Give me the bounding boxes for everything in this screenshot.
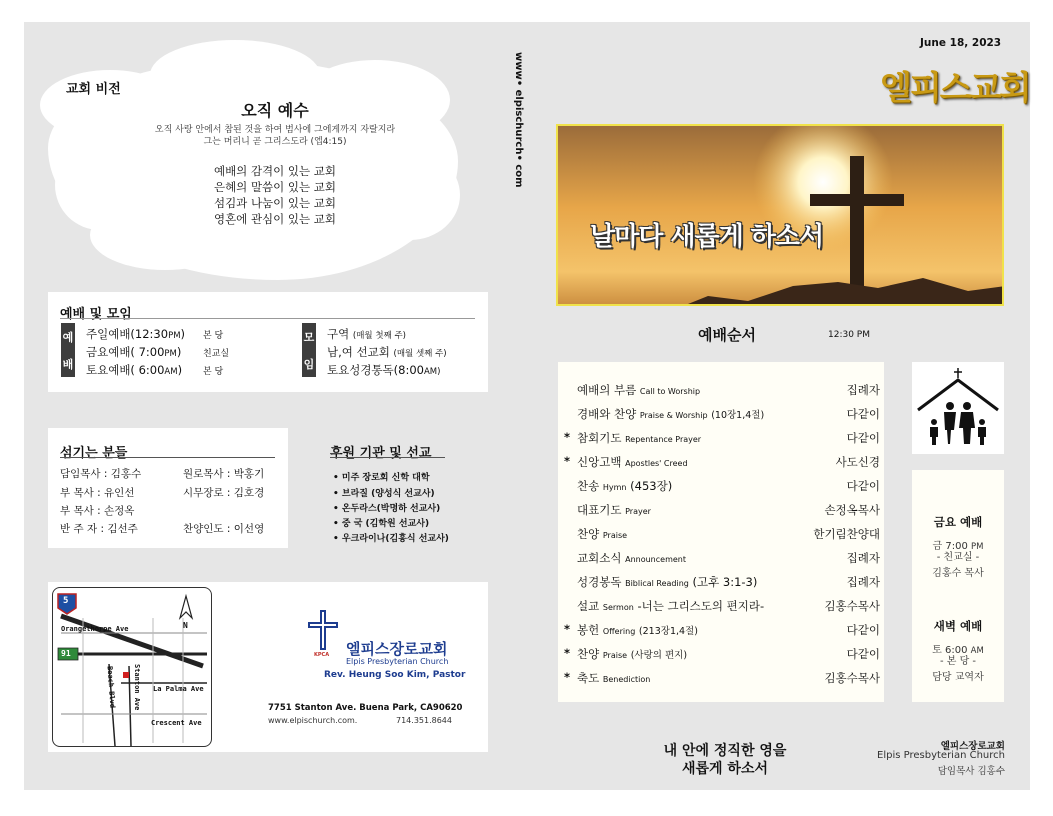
footer-church-en: Elpis Presbyterian Church	[877, 750, 1005, 761]
support-item: • 온두라스(박명하 선교사)	[333, 504, 441, 514]
worship-place: 본 당	[203, 367, 224, 377]
vision-title: 오직 예수	[241, 101, 309, 120]
vision-line: 예배의 감격이 있는 교회	[213, 164, 337, 178]
tag-char: 예	[62, 330, 74, 344]
worship-place: 친교실	[203, 349, 230, 359]
street-label: Crescent Ave	[151, 719, 202, 727]
church-name-en: Elpis Presbyterian Church	[346, 657, 449, 666]
location-map	[52, 587, 212, 747]
tag-char: 배	[62, 357, 74, 371]
worship-tag	[61, 323, 75, 377]
servant-entry: 부 목사 : 손정옥	[60, 505, 135, 517]
meeting-item: 토요성경통독(8:00AM)	[327, 363, 441, 377]
family-church-icon	[912, 362, 1004, 454]
website-vertical: www• elpischurch• com	[513, 52, 524, 188]
dawn-title: 새벽 예배	[933, 619, 983, 633]
footer-pastor: 담임목사 김홍수	[937, 766, 1005, 777]
hero-caption: 날마다 새롭게 하소서	[590, 222, 824, 252]
support-item: • 우크라이나(김흥식 선교사)	[333, 534, 449, 544]
servant-entry: 시무장로 : 김호경	[183, 487, 265, 499]
worship-place: 본 당	[203, 331, 224, 341]
street-label: Beach Blvd	[105, 665, 117, 709]
footer-church-ko: 엘피스장로교회	[940, 741, 1005, 752]
church-website: www.elpischurch.com.	[268, 716, 358, 725]
prayer-line: 새롭게 하소서	[681, 761, 769, 777]
meeting-item: 남,여 선교회 (매월 셋째 주)	[327, 345, 447, 359]
street-label: La Palma Ave	[153, 685, 204, 693]
bulletin-date: June 18, 2023	[920, 37, 1002, 49]
dawn-time: 토 6:00 AM	[932, 645, 984, 656]
servant-entry: 찬양인도 : 이선영	[183, 523, 265, 535]
friday-time: 금 7:00 PM	[932, 541, 984, 552]
servants-title: 섬기는 분들	[60, 446, 128, 461]
hero-image	[556, 124, 1004, 306]
north-label: N	[183, 621, 188, 630]
worship-item: 금요예배( 7:00PM)	[86, 345, 182, 359]
support-item: • 브라질 (양성식 선교사)	[333, 489, 435, 499]
vision-line: 은혜의 말씀이 있는 교회	[213, 180, 337, 194]
vision-verse: 오직 사랑 안에서 참된 것을 하여 범사에 그에게까지 자랄지라	[154, 125, 396, 135]
church-name-ko: 엘피스장로교회	[346, 640, 448, 658]
divider	[60, 318, 475, 319]
tag-char: 임	[303, 357, 315, 371]
house-family-icon	[912, 362, 1004, 454]
tag-char: 모	[303, 330, 315, 344]
worship-item: 토요예배( 6:00AM)	[86, 363, 183, 377]
servant-entry: 원로목사 : 박홍기	[183, 468, 265, 480]
support-item: • 미주 장로회 신학 대학	[333, 473, 430, 483]
dawn-place: - 본 당 -	[939, 656, 977, 667]
friday-leader: 김홍수 목사	[932, 568, 984, 579]
church-address: 7751 Stanton Ave. Buena Park, CA90620	[268, 703, 463, 713]
meeting-item: 구역 (매월 첫째 주)	[327, 327, 406, 341]
vision-verse: 그는 머리니 곧 그리스도라 (엡4:15)	[203, 137, 347, 147]
street-label: Orangethorpe Ave	[61, 625, 129, 633]
order-title: 예배순서	[698, 326, 756, 344]
dawn-leader: 담당 교역자	[932, 672, 984, 683]
pastor-name: Rev. Heung Soo Kim, Pastor	[324, 670, 466, 680]
worship-title: 예배 및 모임	[60, 307, 132, 322]
meeting-tag	[302, 323, 316, 377]
church-logo: 엘피스교회	[880, 68, 1030, 107]
worship-item: 주일예배(12:30PM)	[86, 327, 186, 341]
support-item: • 중 국 (김학원 선교사)	[333, 519, 430, 529]
friday-place: - 친교실 -	[936, 552, 980, 563]
street-label: Stanton Ave	[133, 664, 141, 711]
vision-tag: 교회 비전	[66, 82, 121, 97]
friday-title: 금요 예배	[933, 515, 983, 529]
cloud-bump	[55, 140, 145, 230]
divider	[330, 457, 445, 458]
prayer-line: 내 안에 정직한 영을	[663, 743, 787, 759]
kpca-badge: KPCA	[314, 652, 330, 658]
servant-entry: 반 주 자 : 김선주	[60, 523, 138, 535]
vision-line: 영혼에 관심이 있는 교회	[213, 212, 337, 226]
divider	[60, 457, 275, 458]
support-title: 후원 기관 및 선교	[330, 446, 432, 461]
route-shield-label: 91	[61, 649, 71, 658]
church-phone: 714.351.8644	[396, 716, 452, 725]
order-time: 12:30 PM	[828, 330, 870, 340]
freeway-shield-label: 5	[63, 596, 69, 606]
vision-line: 섬김과 나눔이 있는 교회	[213, 196, 337, 210]
servant-entry: 담임목사 : 김홍수	[60, 468, 142, 480]
servant-entry: 부 목사 : 유인선	[60, 487, 135, 499]
